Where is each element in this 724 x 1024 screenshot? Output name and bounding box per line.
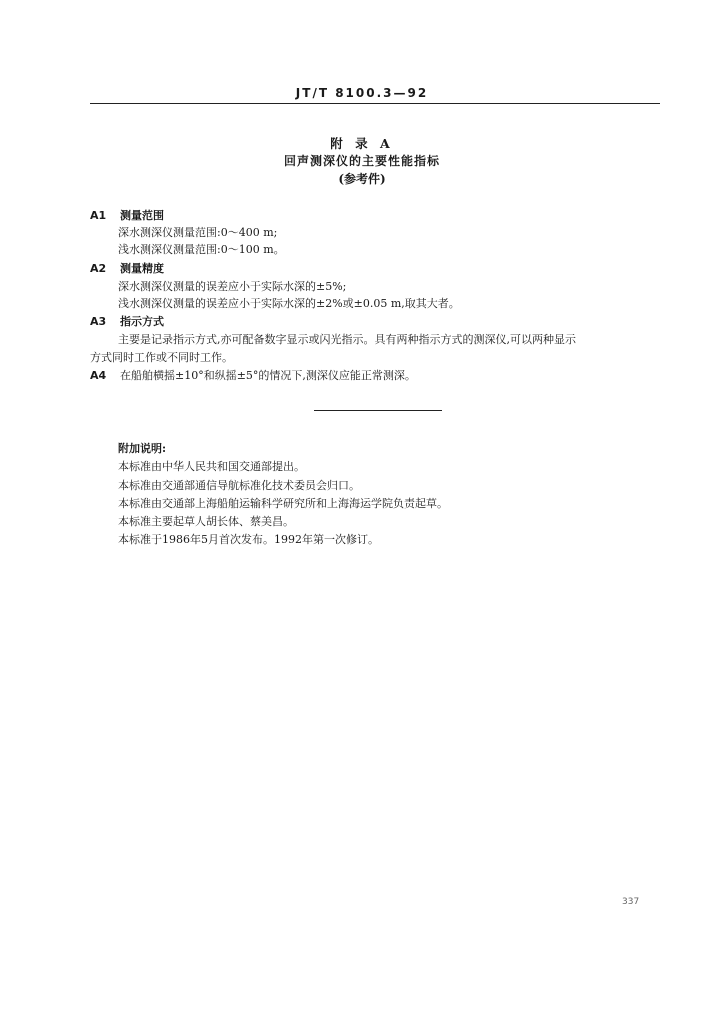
section-number: A4 xyxy=(90,369,107,382)
appendix-title: 附 录 A xyxy=(330,136,394,151)
section-title: 指示方式 xyxy=(120,315,164,328)
section-a1-line-2: 浅水测深仪测量范围:0～100 m。 xyxy=(118,243,285,256)
additional-notes-title: 附加说明: xyxy=(118,442,167,455)
additional-note-item: 本标准由交通部通信导航标准化技术委员会归口。 xyxy=(118,479,360,492)
section-title: 测量精度 xyxy=(120,262,164,275)
section-a1-line-1: 深水测深仪测量范围:0～400 m; xyxy=(118,226,278,239)
header-rule xyxy=(90,103,660,104)
section-a2-line-2: 浅水测深仪测量的误差应小于实际水深的±2%或±0.05 m,取其大者。 xyxy=(118,297,460,310)
page-number: 337 xyxy=(622,897,640,907)
additional-note-item: 本标准由中华人民共和国交通部提出。 xyxy=(118,460,305,473)
appendix-subtitle: 回声测深仪的主要性能指标 xyxy=(283,154,440,168)
section-a3-heading xyxy=(90,314,164,329)
standard-code-header: JT/T 8100.3—92 xyxy=(295,86,429,100)
appendix-reference-note: (参考件) xyxy=(338,172,386,186)
additional-note-item: 本标准由交通部上海船舶运输科学研究所和上海海运学院负责起草。 xyxy=(118,497,448,510)
section-a3-line-2: 方式同时工作或不同时工作。 xyxy=(90,351,233,364)
section-a2-line-1: 深水测深仪测量的误差应小于实际水深的±5%; xyxy=(118,280,347,293)
section-number: A2 xyxy=(90,262,107,275)
section-a2-heading xyxy=(90,261,164,276)
additional-note-item: 本标准于1986年5月首次发布。1992年第一次修订。 xyxy=(118,533,379,546)
section-number: A3 xyxy=(90,315,107,328)
section-a3-line-1: 主要是记录指示方式,亦可配备数字显示或闪光指示。具有两种指示方式的测深仪,可以两种显示 xyxy=(118,333,576,346)
section-text: 在船舶横摇±10°和纵摇±5°的情况下,测深仪应能正常测深。 xyxy=(120,369,416,382)
section-number: A1 xyxy=(90,209,107,222)
section-a1-heading xyxy=(90,208,164,223)
section-title: 测量范围 xyxy=(120,209,164,222)
additional-note-item: 本标准主要起草人胡长体、蔡美昌。 xyxy=(118,515,294,528)
section-divider xyxy=(314,410,442,411)
section-a4-heading xyxy=(90,368,416,383)
